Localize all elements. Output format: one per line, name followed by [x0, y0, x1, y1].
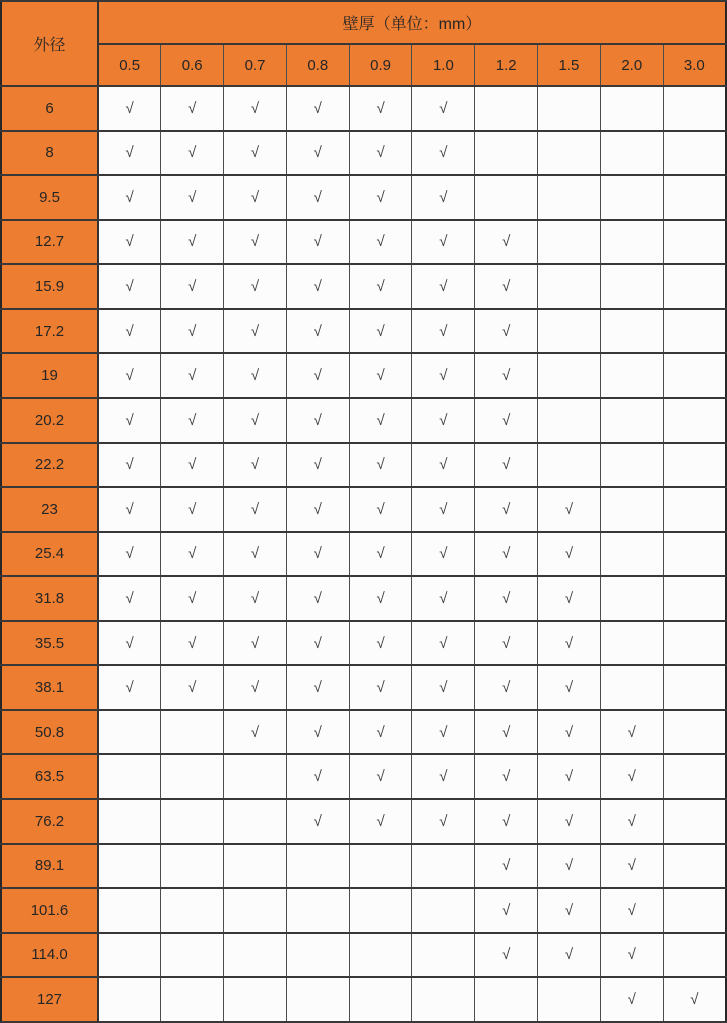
empty-cell: [600, 487, 663, 532]
row-label-diameter: 114.0: [1, 933, 98, 978]
row-label-diameter: 12.7: [1, 220, 98, 265]
check-cell: √: [475, 710, 538, 755]
row-label-diameter: 63.5: [1, 754, 98, 799]
empty-cell: [538, 398, 601, 443]
row-label-diameter: 22.2: [1, 443, 98, 488]
empty-cell: [161, 799, 224, 844]
check-cell: √: [475, 220, 538, 265]
empty-cell: [663, 754, 726, 799]
check-cell: √: [412, 532, 475, 577]
check-cell: √: [412, 309, 475, 354]
empty-cell: [600, 309, 663, 354]
empty-cell: [600, 220, 663, 265]
check-cell: √: [349, 353, 412, 398]
empty-cell: [663, 175, 726, 220]
empty-cell: [98, 977, 161, 1022]
check-cell: √: [600, 754, 663, 799]
check-cell: √: [412, 621, 475, 666]
check-cell: √: [600, 799, 663, 844]
row-label-diameter: 76.2: [1, 799, 98, 844]
empty-cell: [600, 264, 663, 309]
check-cell: √: [286, 131, 349, 176]
check-cell: √: [475, 933, 538, 978]
check-cell: √: [538, 532, 601, 577]
check-cell: √: [161, 576, 224, 621]
check-cell: √: [412, 710, 475, 755]
check-cell: √: [224, 710, 287, 755]
check-cell: √: [161, 353, 224, 398]
check-cell: √: [286, 443, 349, 488]
empty-cell: [663, 888, 726, 933]
check-cell: √: [286, 220, 349, 265]
table-row: [1, 710, 726, 755]
thickness-col-header: 0.8: [286, 44, 349, 86]
empty-cell: [224, 888, 287, 933]
check-cell: √: [412, 665, 475, 710]
thickness-col-header: 1.0: [412, 44, 475, 86]
check-cell: √: [412, 487, 475, 532]
check-cell: √: [161, 621, 224, 666]
check-cell: √: [538, 487, 601, 532]
check-cell: √: [224, 86, 287, 131]
check-cell: √: [98, 86, 161, 131]
check-cell: √: [538, 576, 601, 621]
check-cell: √: [161, 175, 224, 220]
check-cell: √: [412, 443, 475, 488]
empty-cell: [538, 353, 601, 398]
check-cell: √: [224, 398, 287, 443]
check-cell: √: [286, 353, 349, 398]
empty-cell: [412, 888, 475, 933]
check-cell: √: [349, 665, 412, 710]
check-cell: √: [349, 621, 412, 666]
check-cell: √: [161, 665, 224, 710]
empty-cell: [475, 86, 538, 131]
check-cell: √: [349, 220, 412, 265]
check-cell: √: [349, 443, 412, 488]
empty-cell: [161, 977, 224, 1022]
empty-cell: [161, 754, 224, 799]
check-cell: √: [224, 576, 287, 621]
table-row: [1, 933, 726, 978]
check-cell: √: [286, 86, 349, 131]
empty-cell: [98, 754, 161, 799]
empty-cell: [349, 844, 412, 889]
empty-cell: [161, 933, 224, 978]
check-cell: √: [475, 443, 538, 488]
empty-cell: [663, 131, 726, 176]
check-cell: √: [286, 487, 349, 532]
empty-cell: [224, 977, 287, 1022]
check-cell: √: [412, 353, 475, 398]
empty-cell: [663, 844, 726, 889]
row-label-diameter: 8: [1, 131, 98, 176]
check-cell: √: [161, 398, 224, 443]
table-row: [1, 131, 726, 176]
empty-cell: [663, 398, 726, 443]
table-row: [1, 621, 726, 666]
check-cell: √: [98, 443, 161, 488]
empty-cell: [224, 844, 287, 889]
check-cell: √: [161, 487, 224, 532]
check-cell: √: [98, 398, 161, 443]
check-cell: √: [98, 220, 161, 265]
header-row-columns: [1, 44, 726, 86]
check-cell: √: [161, 264, 224, 309]
row-label-diameter: 38.1: [1, 665, 98, 710]
check-cell: √: [412, 86, 475, 131]
empty-cell: [286, 844, 349, 889]
empty-cell: [224, 933, 287, 978]
check-cell: √: [412, 175, 475, 220]
check-cell: √: [475, 799, 538, 844]
check-cell: √: [286, 799, 349, 844]
empty-cell: [600, 175, 663, 220]
table-row: [1, 264, 726, 309]
empty-cell: [161, 888, 224, 933]
check-cell: √: [349, 131, 412, 176]
check-cell: √: [538, 665, 601, 710]
empty-cell: [349, 977, 412, 1022]
row-label-diameter: 25.4: [1, 532, 98, 577]
empty-cell: [663, 710, 726, 755]
check-cell: √: [475, 844, 538, 889]
table-row: [1, 977, 726, 1022]
check-cell: √: [538, 621, 601, 666]
empty-cell: [538, 220, 601, 265]
table-row: [1, 576, 726, 621]
empty-cell: [600, 353, 663, 398]
row-label-diameter: 35.5: [1, 621, 98, 666]
thickness-col-header: 0.5: [98, 44, 161, 86]
table-row: [1, 353, 726, 398]
check-cell: √: [224, 220, 287, 265]
check-cell: √: [538, 799, 601, 844]
check-cell: √: [475, 309, 538, 354]
check-cell: √: [161, 309, 224, 354]
empty-cell: [286, 977, 349, 1022]
row-label-diameter: 50.8: [1, 710, 98, 755]
empty-cell: [475, 175, 538, 220]
header-row-top: [1, 1, 726, 44]
table-row: [1, 799, 726, 844]
check-cell: √: [286, 754, 349, 799]
check-cell: √: [98, 353, 161, 398]
check-cell: √: [349, 799, 412, 844]
check-cell: √: [475, 754, 538, 799]
check-cell: √: [286, 309, 349, 354]
check-cell: √: [98, 576, 161, 621]
empty-cell: [600, 576, 663, 621]
check-cell: √: [412, 131, 475, 176]
table-row: [1, 754, 726, 799]
check-cell: √: [538, 888, 601, 933]
empty-cell: [600, 86, 663, 131]
check-cell: √: [475, 621, 538, 666]
empty-cell: [663, 532, 726, 577]
check-cell: √: [224, 353, 287, 398]
check-cell: √: [98, 131, 161, 176]
empty-cell: [286, 933, 349, 978]
check-cell: √: [98, 665, 161, 710]
empty-cell: [600, 665, 663, 710]
thickness-col-header: 0.9: [349, 44, 412, 86]
check-cell: √: [349, 86, 412, 131]
table-row: [1, 86, 726, 131]
empty-cell: [475, 131, 538, 176]
check-cell: √: [475, 398, 538, 443]
check-cell: √: [224, 309, 287, 354]
row-label-diameter: 15.9: [1, 264, 98, 309]
check-cell: √: [224, 443, 287, 488]
wall-thickness-header: 壁厚（单位：mm）: [98, 1, 726, 44]
thickness-col-header: 2.0: [600, 44, 663, 86]
check-cell: √: [286, 532, 349, 577]
empty-cell: [663, 933, 726, 978]
empty-cell: [475, 977, 538, 1022]
check-cell: √: [475, 532, 538, 577]
check-cell: √: [161, 131, 224, 176]
check-cell: √: [224, 131, 287, 176]
check-cell: √: [600, 844, 663, 889]
empty-cell: [286, 888, 349, 933]
check-cell: √: [538, 933, 601, 978]
empty-cell: [663, 443, 726, 488]
row-label-diameter: 89.1: [1, 844, 98, 889]
check-cell: √: [224, 175, 287, 220]
check-cell: √: [286, 665, 349, 710]
thickness-col-header: 3.0: [663, 44, 726, 86]
row-label-diameter: 20.2: [1, 398, 98, 443]
check-cell: √: [349, 576, 412, 621]
check-cell: √: [538, 844, 601, 889]
check-cell: √: [161, 443, 224, 488]
table-row: [1, 665, 726, 710]
row-label-diameter: 17.2: [1, 309, 98, 354]
check-cell: √: [349, 175, 412, 220]
row-label-diameter: 127: [1, 977, 98, 1022]
check-cell: √: [98, 264, 161, 309]
check-cell: √: [98, 621, 161, 666]
check-cell: √: [98, 532, 161, 577]
empty-cell: [538, 131, 601, 176]
check-cell: √: [224, 532, 287, 577]
check-cell: √: [161, 86, 224, 131]
check-cell: √: [286, 576, 349, 621]
check-cell: √: [538, 754, 601, 799]
empty-cell: [600, 621, 663, 666]
empty-cell: [663, 220, 726, 265]
row-label-diameter: 23: [1, 487, 98, 532]
check-cell: √: [349, 398, 412, 443]
empty-cell: [600, 443, 663, 488]
empty-cell: [412, 977, 475, 1022]
check-cell: √: [349, 754, 412, 799]
thickness-col-header: 1.2: [475, 44, 538, 86]
thickness-col-header: 0.6: [161, 44, 224, 86]
check-cell: √: [600, 888, 663, 933]
row-label-diameter: 9.5: [1, 175, 98, 220]
check-cell: √: [349, 487, 412, 532]
row-label-diameter: 6: [1, 86, 98, 131]
check-cell: √: [349, 264, 412, 309]
table-row: [1, 220, 726, 265]
check-cell: √: [412, 398, 475, 443]
check-cell: √: [475, 264, 538, 309]
check-cell: √: [286, 398, 349, 443]
check-cell: √: [412, 576, 475, 621]
check-cell: √: [412, 264, 475, 309]
table-row: [1, 443, 726, 488]
check-cell: √: [224, 264, 287, 309]
empty-cell: [538, 309, 601, 354]
check-cell: √: [98, 175, 161, 220]
empty-cell: [224, 754, 287, 799]
check-cell: √: [600, 710, 663, 755]
empty-cell: [663, 309, 726, 354]
empty-cell: [600, 532, 663, 577]
outer-diameter-header: 外径: [1, 1, 98, 86]
check-cell: √: [286, 264, 349, 309]
empty-cell: [538, 86, 601, 131]
empty-cell: [98, 933, 161, 978]
check-cell: √: [538, 710, 601, 755]
check-cell: √: [286, 175, 349, 220]
check-cell: √: [349, 710, 412, 755]
check-cell: √: [412, 799, 475, 844]
empty-cell: [538, 264, 601, 309]
row-label-diameter: 101.6: [1, 888, 98, 933]
empty-cell: [98, 710, 161, 755]
empty-cell: [663, 621, 726, 666]
empty-cell: [538, 175, 601, 220]
check-cell: √: [412, 220, 475, 265]
thickness-col-header: 1.5: [538, 44, 601, 86]
empty-cell: [663, 487, 726, 532]
empty-cell: [98, 844, 161, 889]
table-row: [1, 844, 726, 889]
check-cell: √: [98, 309, 161, 354]
empty-cell: [600, 131, 663, 176]
check-cell: √: [161, 532, 224, 577]
empty-cell: [663, 799, 726, 844]
check-cell: √: [98, 487, 161, 532]
check-cell: √: [663, 977, 726, 1022]
empty-cell: [98, 888, 161, 933]
check-cell: √: [412, 754, 475, 799]
empty-cell: [412, 844, 475, 889]
check-cell: √: [349, 532, 412, 577]
check-cell: √: [224, 487, 287, 532]
check-cell: √: [161, 220, 224, 265]
check-cell: √: [286, 621, 349, 666]
empty-cell: [349, 933, 412, 978]
check-cell: √: [475, 487, 538, 532]
empty-cell: [98, 799, 161, 844]
empty-cell: [349, 888, 412, 933]
empty-cell: [663, 86, 726, 131]
empty-cell: [663, 353, 726, 398]
row-label-diameter: 19: [1, 353, 98, 398]
table-row: [1, 309, 726, 354]
check-cell: √: [475, 665, 538, 710]
table-row: [1, 888, 726, 933]
table-row: [1, 532, 726, 577]
empty-cell: [224, 799, 287, 844]
table-row: [1, 487, 726, 532]
check-cell: √: [224, 665, 287, 710]
empty-cell: [412, 933, 475, 978]
table-row: [1, 175, 726, 220]
check-cell: √: [349, 309, 412, 354]
check-cell: √: [475, 888, 538, 933]
check-cell: √: [600, 933, 663, 978]
check-cell: √: [224, 621, 287, 666]
check-cell: √: [475, 353, 538, 398]
check-cell: √: [600, 977, 663, 1022]
thickness-col-header: 0.7: [224, 44, 287, 86]
empty-cell: [538, 443, 601, 488]
empty-cell: [663, 665, 726, 710]
row-label-diameter: 31.8: [1, 576, 98, 621]
empty-cell: [538, 977, 601, 1022]
check-cell: √: [286, 710, 349, 755]
check-cell: √: [475, 576, 538, 621]
empty-cell: [663, 264, 726, 309]
empty-cell: [161, 710, 224, 755]
table-row: [1, 398, 726, 443]
empty-cell: [161, 844, 224, 889]
empty-cell: [600, 398, 663, 443]
empty-cell: [663, 576, 726, 621]
